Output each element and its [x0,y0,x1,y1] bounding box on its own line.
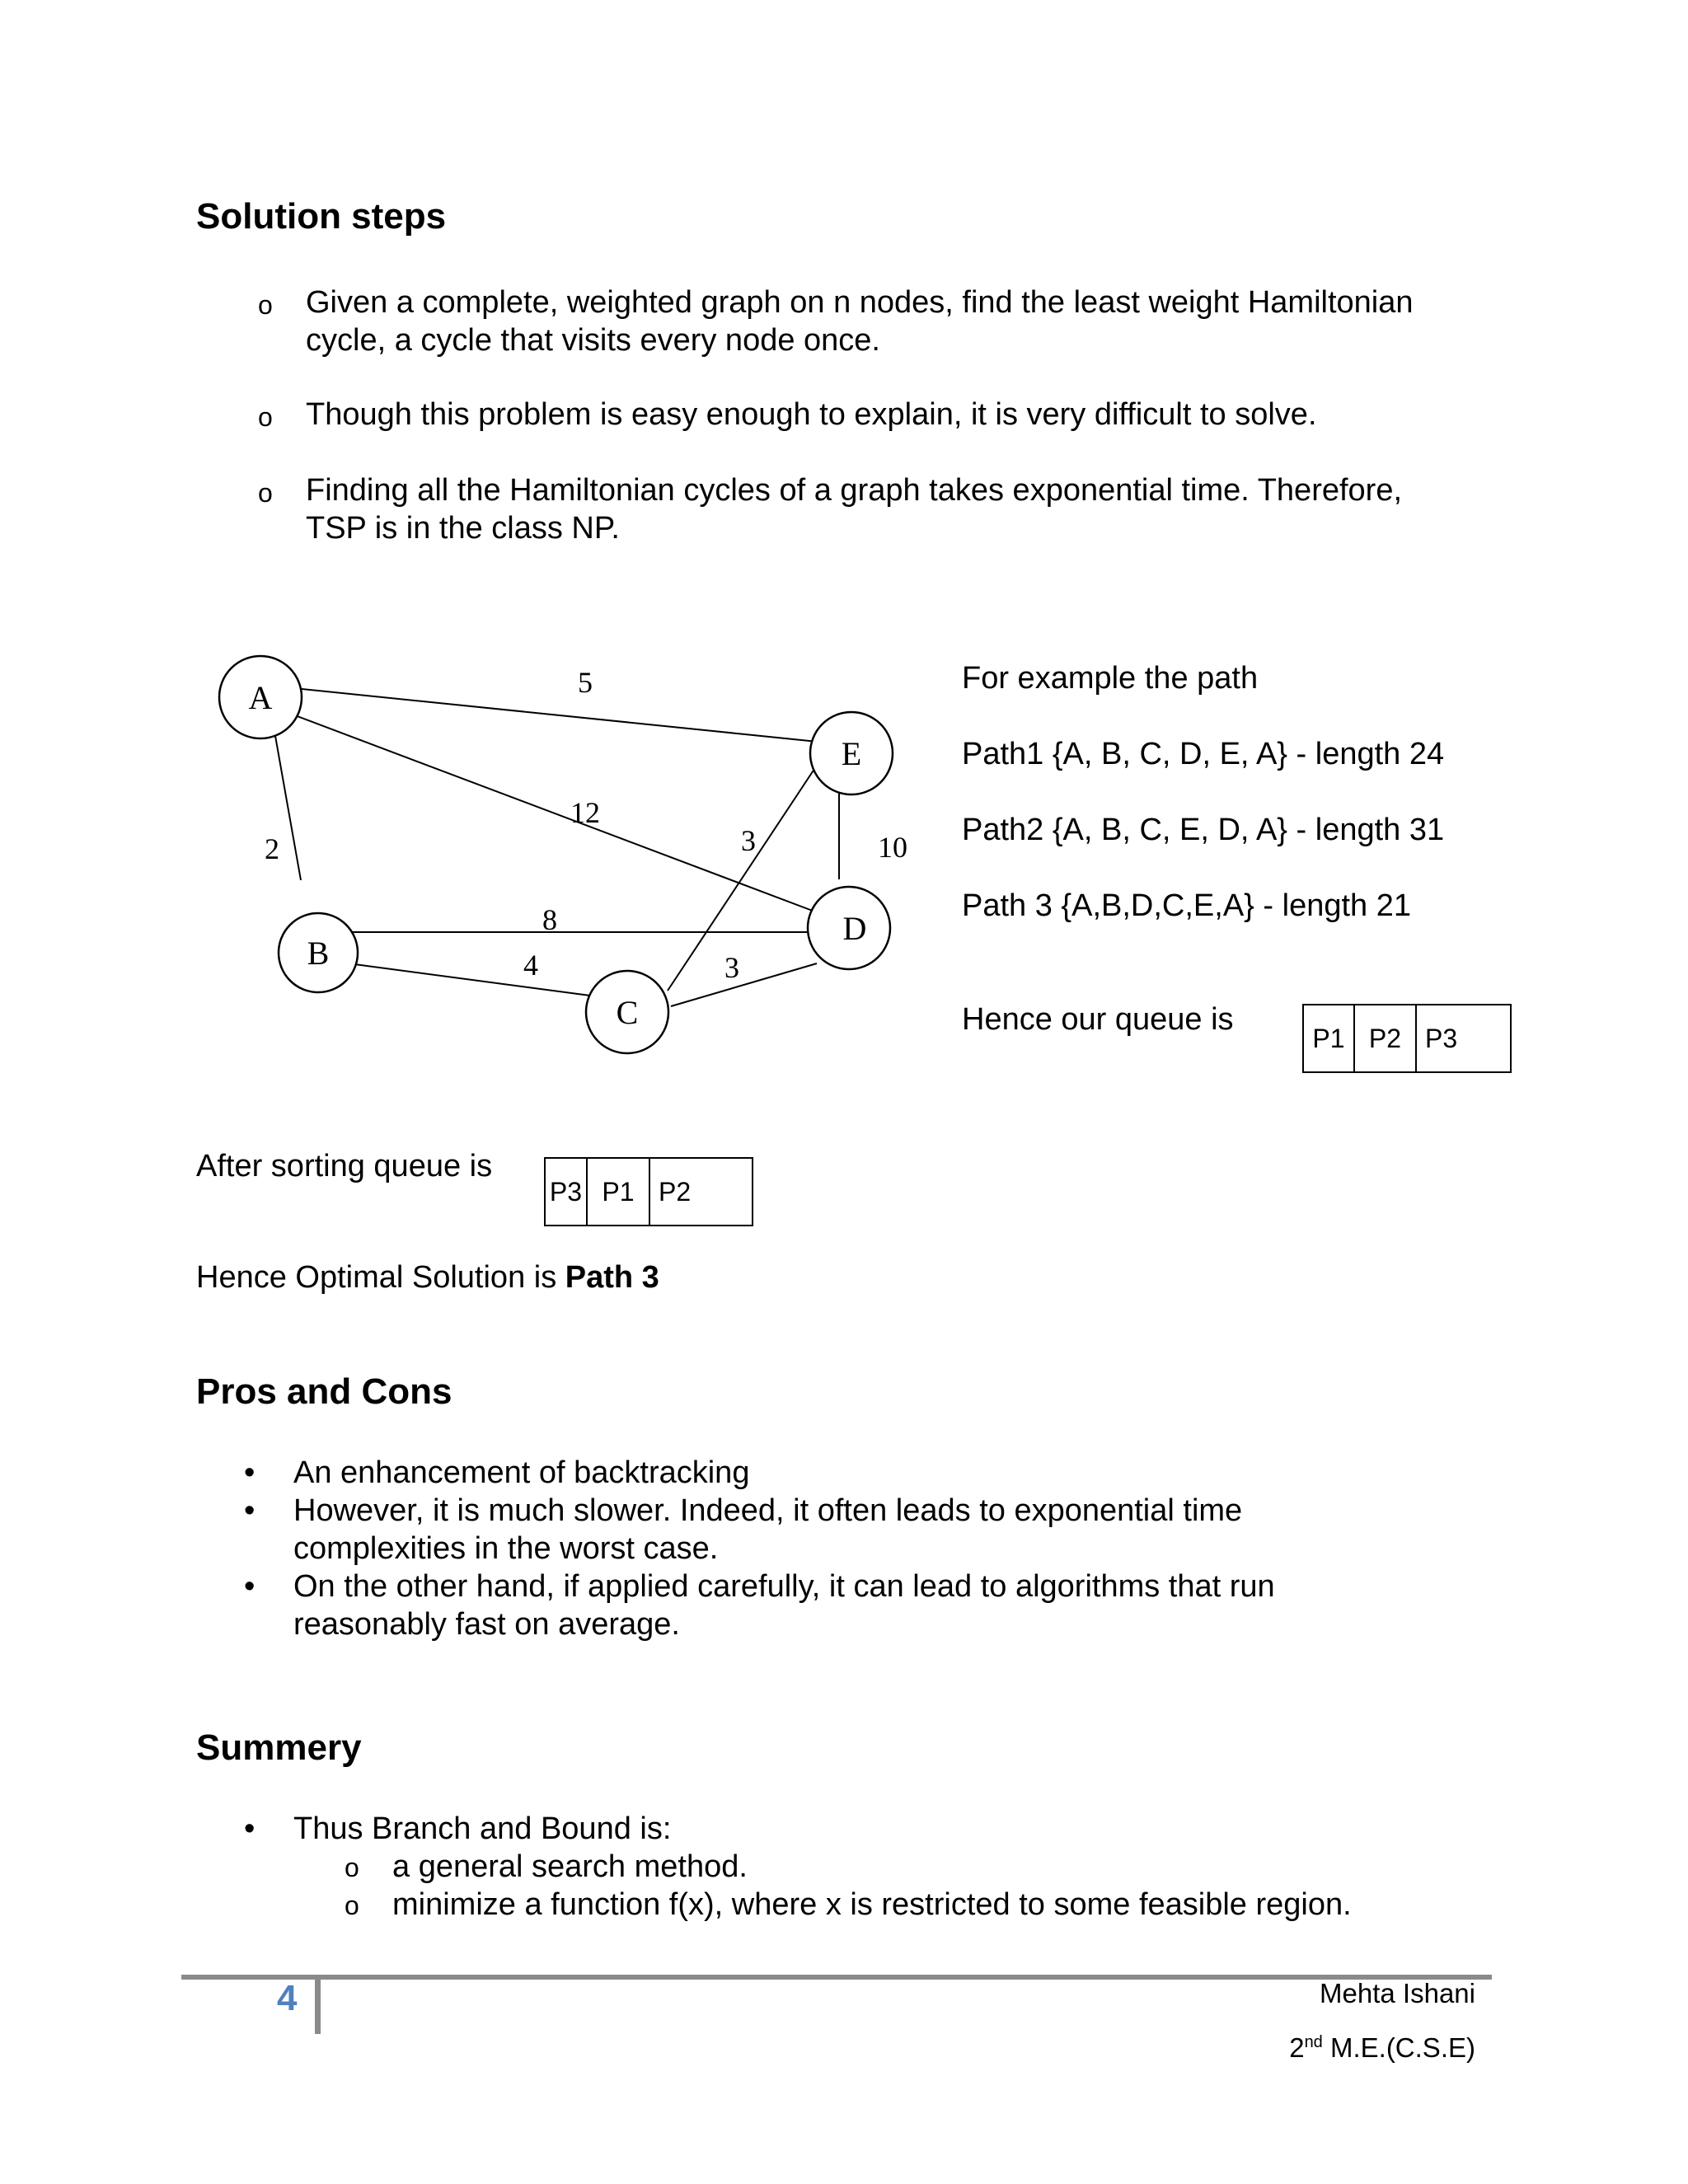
summary-sub-bullet-1: a general search method. [392,1849,748,1884]
node-label-c: C [616,994,639,1031]
sorted-queue-box [544,1157,753,1226]
bullet-marker: • [244,1493,256,1528]
bullet-marker: o [258,402,273,432]
path-2: Path2 {A, B, C, E, D, A} - length 31 [962,813,1445,847]
solution-bullet-1: Given a complete, weighted graph on n nodes, find the least weight Hamiltonian cycle, a cycle that visits every node once. [306,285,1414,358]
queue-cell: P1 [588,1159,650,1225]
weight-a-e: 5 [578,666,593,699]
bullet-marker: o [258,478,273,508]
bullet-marker: o [345,1853,359,1882]
node-label-b: B [307,935,330,972]
weight-b-c: 4 [523,949,538,982]
weight-a-d: 12 [570,796,600,829]
bullet-marker: o [345,1891,359,1920]
queue-box [1302,1004,1512,1073]
optimal-solution: Hence Optimal Solution is Path 3 [196,1260,659,1295]
footer-author: Mehta Ishani [1320,1978,1475,2008]
edge-a-e [254,684,818,742]
node-label-e: E [841,735,862,772]
heading-solution-steps: Solution steps [196,196,447,237]
sorted-queue-label: After sorting queue is [196,1149,493,1183]
footer-divider [315,1978,321,2034]
queue-cell: P3 [1425,1023,1458,1053]
weight-e-d: 10 [878,831,907,864]
footer-rule [181,1975,1492,1980]
heading-summary: Summery [196,1727,362,1768]
path-1: Path1 {A, B, C, D, E, A} - length 24 [962,737,1445,771]
queue-label: Hence our queue is [962,1002,1234,1037]
weight-c-d: 3 [724,951,739,984]
summary-bullet: Thus Branch and Bound is: [293,1811,672,1846]
edge-c-e [668,757,823,991]
pros-bullet-2: However, it is much slower. Indeed, it often leads to exponential time complexities in the worst case. [293,1493,1243,1566]
footer-degree: 2nd M.E.(C.S.E) [1289,2032,1475,2063]
queue-cell: P2 [1355,1005,1417,1071]
pros-bullet-3: On the other hand, if applied carefully, it can lead to algorithms that run reasonably fast on average. [293,1569,1275,1642]
example-intro: For example the path [962,661,1259,696]
queue-cell: P2 [659,1176,692,1207]
bullet-marker: • [244,1455,256,1490]
solution-bullet-2: Though this problem is easy enough to explain, it is very difficult to solve. [306,397,1317,432]
node-label-d: D [842,910,867,947]
edge-a-d [282,710,817,912]
weight-b-d: 8 [542,903,557,936]
bullet-marker: • [244,1569,256,1604]
tsp-graph-diagram [198,643,923,1071]
edge-b-c [317,959,590,996]
heading-pros-cons: Pros and Cons [196,1371,452,1412]
solution-bullet-3: Finding all the Hamiltonian cycles of a graph takes exponential time. Therefore, TSP is in the class NP. [306,473,1403,546]
weight-c-e: 3 [741,824,756,857]
edge-c-d [671,963,817,1006]
queue-cell: P3 [546,1159,588,1225]
summary-sub-bullet-2: minimize a function f(x), where x is restricted to some feasible region. [392,1887,1352,1922]
queue-cell: P1 [1304,1005,1355,1071]
path-3: Path 3 {A,B,D,C,E,A} - length 21 [962,888,1411,923]
node-label-a: A [248,679,273,716]
bullet-marker: • [244,1811,256,1846]
bullet-marker: o [258,290,273,320]
weight-a-b: 2 [265,832,279,865]
pros-bullet-1: An enhancement of backtracking [293,1455,750,1490]
page-number: 4 [277,1978,298,2018]
